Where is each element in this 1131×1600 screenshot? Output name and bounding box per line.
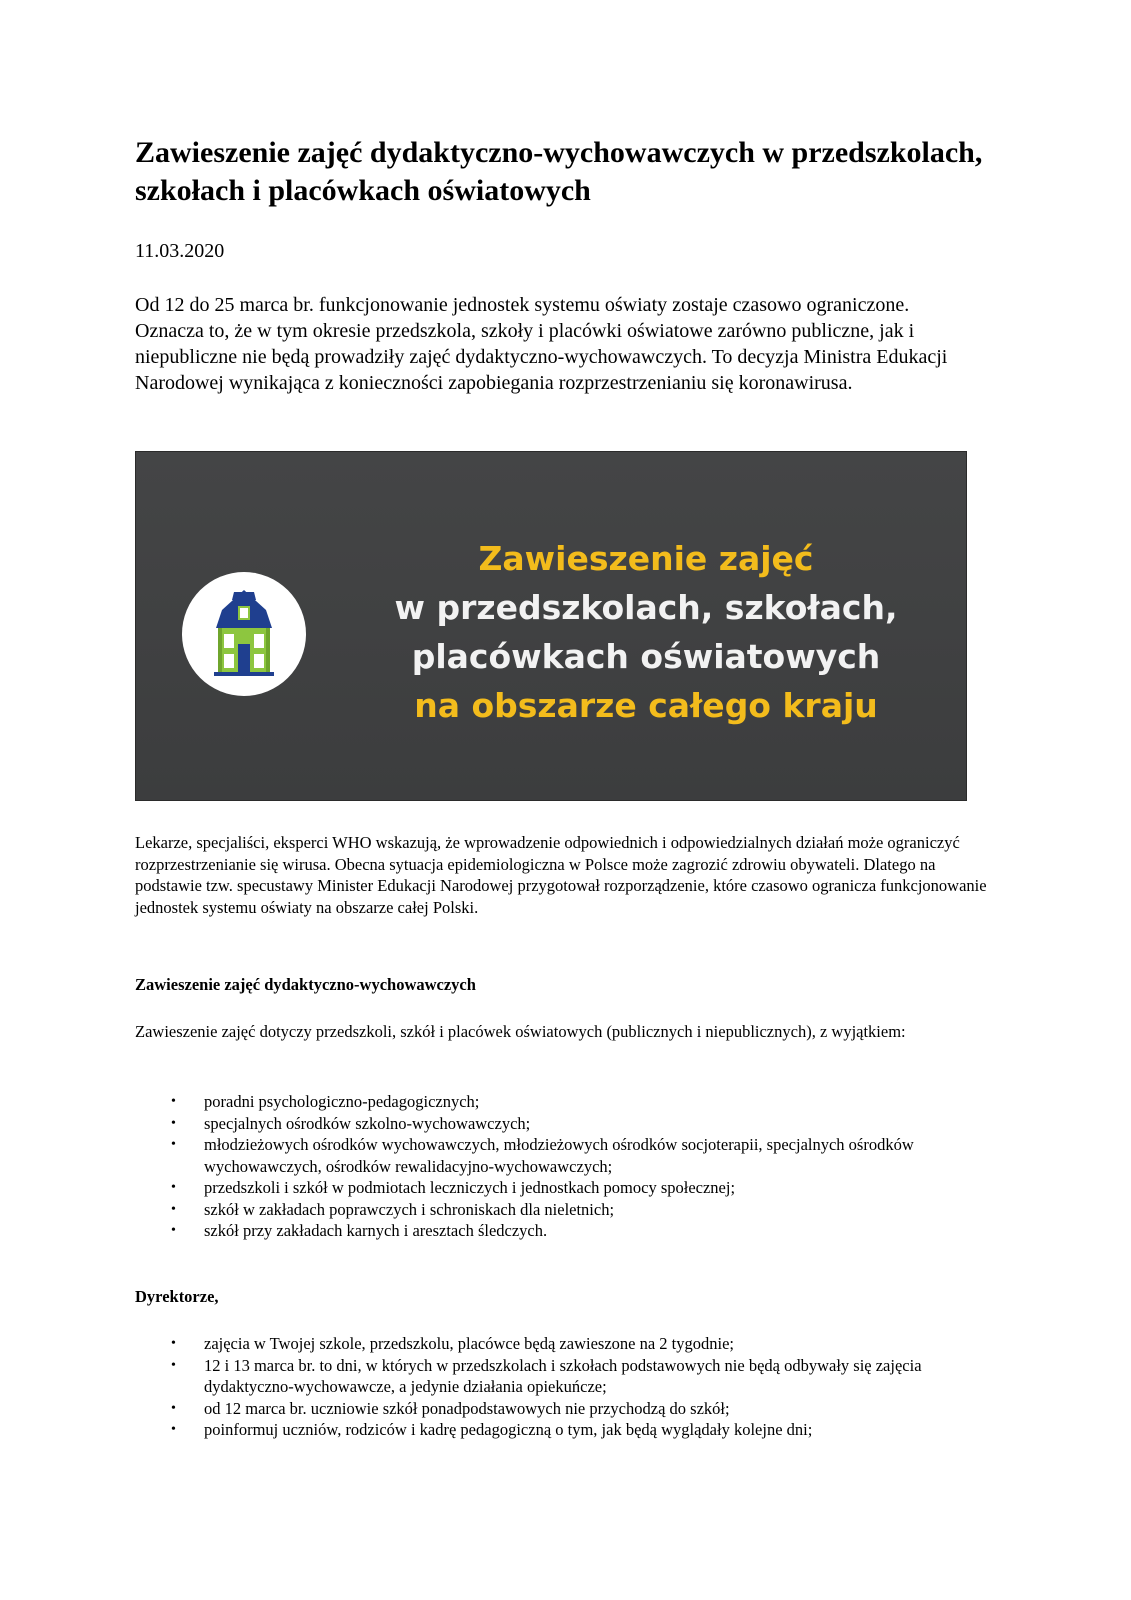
list-item	[135, 1134, 995, 1177]
banner-line-1: Zawieszenie zajęć	[478, 539, 814, 578]
director-list	[135, 1333, 995, 1441]
banner-headline	[326, 534, 966, 730]
who-paragraph: Lekarze, specjaliści, eksperci WHO wskazują, że wprowadzenie odpowiednich i odpowiedzialnych działań może ograniczyć rozprzestrzenianie się wirusa. Obecna sytuacja epidemiologiczna w Polsce może zagrozić zdrowiu obywateli. Dlatego na podstawie tzw. specustawy Minister Edukacji Narodowej przygotował rozporządzenie, które czasowo ogranicza funkcjonowanie jednostek systemu oświaty na obszarze całej Polski.	[135, 833, 987, 917]
bullet-icon: •	[171, 1115, 176, 1131]
list-item	[135, 1199, 995, 1221]
director-heading: Dyrektorze,	[135, 1287, 219, 1306]
list-item-text: 12 i 13 marca br. to dni, w których w przedszkolach i szkołach podstawowych nie będą odbywały się zajęcia dydaktyczno-wychowawcze, a jedynie działania opiekuńcze;	[204, 1355, 922, 1396]
list-item	[135, 1333, 995, 1355]
list-item-text: zajęcia w Twojej szkole, przedszkolu, placówce będą zawieszone na 2 tygodnie;	[204, 1334, 734, 1353]
bullet-icon: •	[171, 1180, 176, 1195]
banner-line-2: w przedszkolach, szkołach,	[394, 588, 898, 627]
list-item	[135, 1355, 995, 1398]
list-item	[135, 1113, 995, 1135]
bullet-icon: •	[171, 1336, 176, 1351]
announcement-banner	[135, 451, 967, 801]
banner-icon-circle	[182, 572, 306, 696]
bullet-icon: •	[171, 1094, 176, 1109]
list-item	[135, 1220, 995, 1242]
list-item-text: od 12 marca br. uczniowie szkół ponadpodstawowych nie przychodzą do szkół;	[204, 1398, 730, 1418]
banner-line-4: na obszarze całego kraju	[414, 686, 878, 725]
banner-line-3: placówkach oświatowych	[411, 637, 881, 676]
bullet-icon: •	[171, 1357, 176, 1373]
list-item	[135, 1177, 995, 1199]
list-item-text: szkół przy zakładach karnych i aresztach śledczych.	[204, 1221, 548, 1240]
list-item-text: szkół w zakładach poprawczych i schroniskach dla nieletnich;	[204, 1199, 615, 1219]
lead-paragraph: Od 12 do 25 marca br. funkcjonowanie jednostek systemu oświaty zostaje czasowo ograniczone. Oznacza to, że w tym okresie przedszkola, szkoły i placówki oświatowe zarówno publiczne, jak i niepubliczne nie będą prowadziły zajęć dydaktyczno-wychowawczych. To decyzja Ministra Edukacji Narodowej wynikająca z konieczności zapobiegania rozprzestrzenianiu się koronawirusa.	[135, 294, 948, 394]
list-item-text: specjalnych ośrodków szkolno-wychowawczych;	[204, 1113, 531, 1133]
suspension-intro: Zawieszenie zajęć dotyczy przedszkoli, szkół i placówek oświatowych (publicznych i niepublicznych), z wyjątkiem:	[135, 1022, 906, 1041]
bullet-icon: •	[171, 1422, 176, 1437]
publication-date: 11.03.2020	[135, 240, 225, 262]
list-item-text: poradni psychologiczno-pedagogicznych;	[204, 1092, 480, 1111]
list-item	[135, 1419, 995, 1441]
suspension-heading: Zawieszenie zajęć dydaktyczno-wychowawczych	[135, 975, 476, 994]
exceptions-list	[135, 1091, 995, 1242]
bullet-icon: •	[171, 1400, 176, 1416]
bullet-icon: •	[171, 1201, 176, 1217]
school-building-icon	[204, 588, 284, 680]
list-item-text: przedszkoli i szkół w podmiotach leczniczych i jednostkach pomocy społecznej;	[204, 1178, 736, 1197]
bullet-icon: •	[171, 1137, 176, 1152]
page-title: Zawieszenie zajęć dydaktyczno-wychowawczych w przedszkolach, szkołach i placówkach oświatowych	[135, 136, 983, 207]
list-item-text: młodzieżowych ośrodków wychowawczych, młodzieżowych ośrodków socjoterapii, specjalnych ośrodków wychowawczych, ośrodków rewalidacyjno-wychowawczych;	[204, 1135, 914, 1176]
list-item	[135, 1091, 995, 1113]
list-item	[135, 1398, 995, 1420]
bullet-icon: •	[171, 1223, 176, 1238]
list-item-text: poinformuj uczniów, rodziców i kadrę pedagogiczną o tym, jak będą wyglądały kolejne dni;	[204, 1420, 813, 1439]
